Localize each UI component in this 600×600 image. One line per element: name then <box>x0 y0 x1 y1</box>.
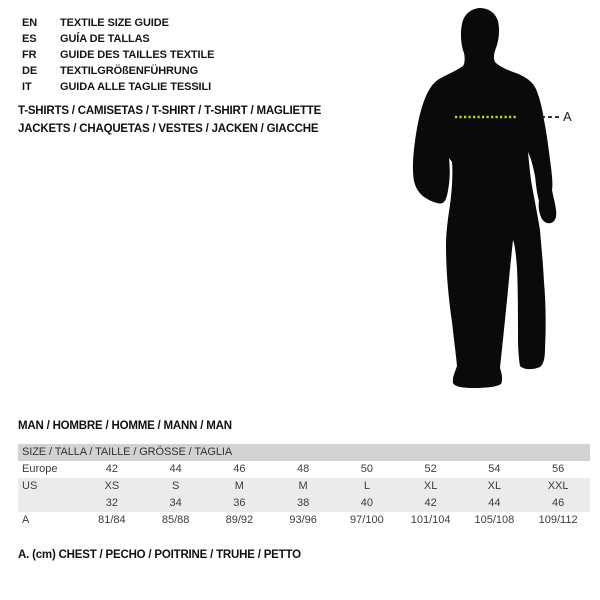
measurement-footnote: A. (cm) CHEST / PECHO / POITRINE / TRUHE / PETTO <box>18 549 301 561</box>
language-label: GUIDE DES TAILLES TEXTILE <box>60 49 215 61</box>
size-value-cell: 54 <box>488 463 501 475</box>
language-label: TEXTILGRÖßENFÜHRUNG <box>60 65 199 77</box>
size-value-cell: L <box>363 480 370 492</box>
size-value-cell: 50 <box>360 463 373 475</box>
size-value-cell: 56 <box>552 463 565 475</box>
language-row <box>22 63 214 79</box>
table-row <box>18 461 590 478</box>
size-value-cell: 81/84 <box>98 514 126 526</box>
size-value-cell: 97/100 <box>350 514 384 526</box>
table-row <box>18 478 590 495</box>
language-row <box>22 31 214 47</box>
size-value-cell: 48 <box>297 463 310 475</box>
table-row <box>18 495 590 512</box>
size-value-cell: 38 <box>297 497 310 509</box>
size-value-cell: 109/112 <box>538 514 578 526</box>
language-row <box>22 47 214 63</box>
language-list <box>22 15 214 95</box>
language-code: FR <box>22 49 37 61</box>
size-value-cell: 93/96 <box>289 514 317 526</box>
size-value-cell: 44 <box>169 463 182 475</box>
size-table-body <box>18 461 590 529</box>
size-value-cell: 89/92 <box>225 514 254 526</box>
size-value-cell: XXL <box>547 480 569 492</box>
language-row <box>22 79 214 95</box>
size-table-header: SIZE / TALLA / TAILLE / GRÖSSE / TAGLIA <box>18 444 590 461</box>
size-value-cell: 52 <box>424 463 437 475</box>
man-silhouette <box>413 8 556 388</box>
size-value-cell: S <box>171 480 180 492</box>
language-label: GUIDA ALLE TAGLIE TESSILI <box>60 81 212 93</box>
size-value-cell: 34 <box>169 497 182 509</box>
size-value-cell: 40 <box>360 497 373 509</box>
measure-label-a: A <box>563 109 572 124</box>
size-value-cell: M <box>298 480 308 492</box>
row-label: US <box>22 480 38 492</box>
language-code: IT <box>22 81 32 93</box>
category-line: JACKETS / CHAQUETAS / VESTES / JACKEN / GIACCHE <box>18 123 319 135</box>
size-value-cell: 42 <box>424 497 437 509</box>
size-table <box>18 444 590 529</box>
size-value-cell: XS <box>104 480 120 492</box>
section-title: MAN / HOMBRE / HOMME / MANN / MAN <box>18 420 232 432</box>
size-value-cell: 105/108 <box>474 514 515 526</box>
size-value-cell: 85/88 <box>161 514 190 526</box>
size-value-cell: 36 <box>233 497 246 509</box>
man-silhouette-figure <box>405 0 600 400</box>
row-label <box>18 495 80 512</box>
row-label: Europe <box>22 463 58 475</box>
size-value-cell: XL <box>423 480 438 492</box>
language-label: TEXTILE SIZE GUIDE <box>60 17 169 29</box>
size-value-cell: XL <box>487 480 502 492</box>
size-value-cell: 42 <box>105 463 118 475</box>
language-row <box>22 15 214 31</box>
table-row <box>18 512 590 529</box>
size-value-cell: 46 <box>552 497 565 509</box>
language-code: EN <box>22 17 38 29</box>
size-value-cell: M <box>234 480 244 492</box>
size-value-cell: 46 <box>233 463 246 475</box>
language-code: ES <box>22 33 37 45</box>
size-value-cell: 101/104 <box>410 514 451 526</box>
category-line: T-SHIRTS / CAMISETAS / T-SHIRT / T-SHIRT / MAGLIETTE <box>18 105 322 117</box>
language-label: GUÍA DE TALLAS <box>60 33 150 45</box>
row-label: A <box>22 514 30 526</box>
size-value-cell: 44 <box>488 497 501 509</box>
language-code: DE <box>22 65 38 77</box>
size-value-cell: 32 <box>105 497 118 509</box>
category-list <box>18 102 321 138</box>
